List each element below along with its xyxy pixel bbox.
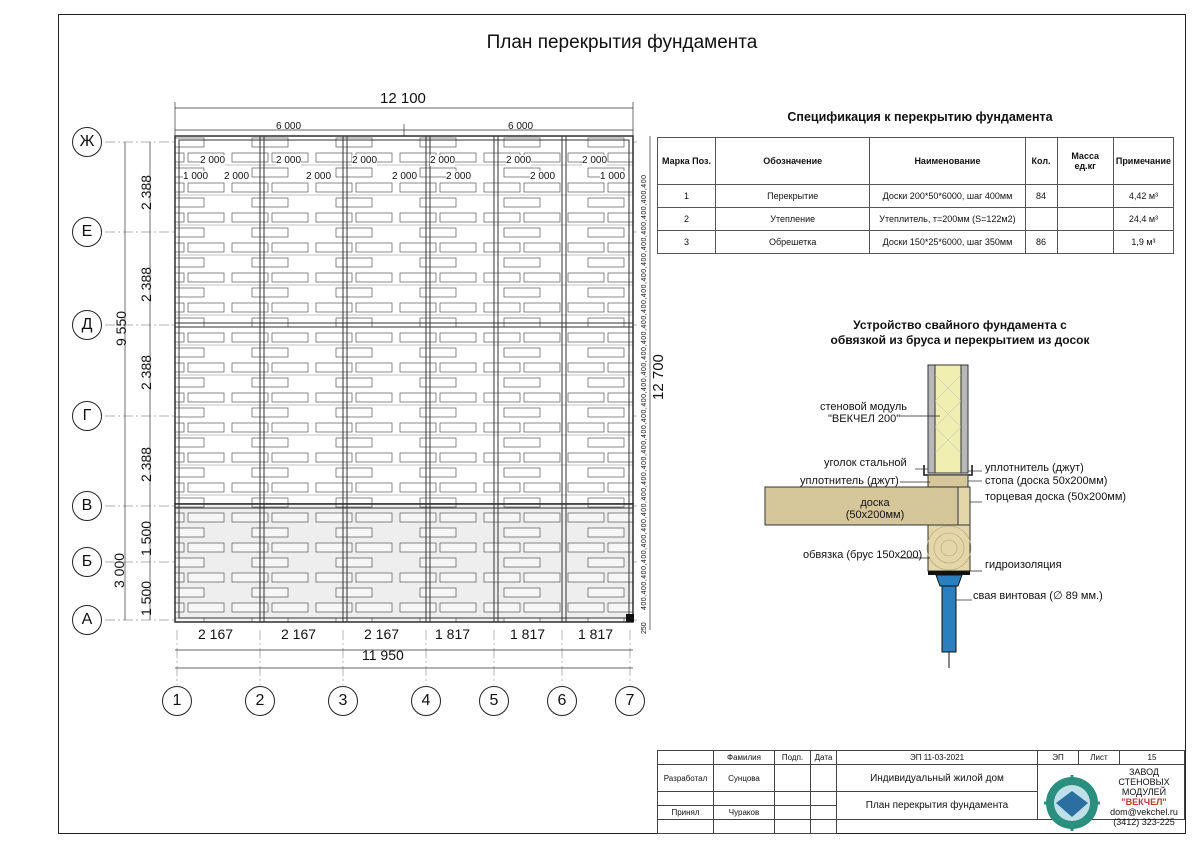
dim-top-half-2: 6 000 [508,121,534,132]
axis-col-4: 4 [411,686,441,716]
dim-row2-2: 2 000 [224,171,250,182]
spec-note: 4,42 м³ [1113,185,1173,208]
company-line1: ЗАВОД [1128,766,1160,777]
dim-row2-7: 1 000 [600,171,626,182]
company-line2: СТЕНОВЫХ [1118,776,1170,787]
table-row [658,231,1174,254]
dim-left-3: 2 388 [138,354,154,390]
spec-note: 24,4 м³ [1113,208,1173,231]
label-angle: уголок стальной [824,457,907,469]
dim-left-total: 9 550 [113,310,129,346]
axis-col-3: 3 [328,686,358,716]
spec-header-row [658,138,1174,185]
dim-row1-2: 2 000 [276,155,302,166]
label-end-board: торцевая доска (50х200мм) [985,491,1127,503]
company-line3: МОДУЛЕЙ [1121,786,1167,797]
stamp-developed-name: Сунцова [714,764,775,792]
spec-desc: Доски 200*50*6000, шаг 400мм [870,185,1025,208]
spec-mass [1057,208,1113,231]
dim-bottom-6: 1 817 [578,626,614,642]
spec-mass [1057,231,1113,254]
dim-top-half-1: 6 000 [276,121,302,132]
spec-name: Обрешетка [716,231,870,254]
stamp-h-surname: Фамилия [714,751,775,765]
dim-bottom-2: 2 167 [281,626,317,642]
dim-row2-3: 2 000 [306,171,332,182]
dim-row2-1: 1 000 [183,171,209,182]
dim-left-6: 1 500 [138,580,154,616]
label-seal-right: уплотнитель (джут) [985,462,1084,474]
stamp-sheet-num: 15 [1120,751,1185,765]
company-logo-icon [1042,773,1102,833]
dim-row1-3: 2 000 [352,155,378,166]
dim-left-2: 2 388 [138,266,154,302]
stamp-accepted-name: Чураков [714,806,775,820]
stamp-empty [658,751,714,765]
company-line4: "ВЕКЧЕЛ" [1121,796,1167,807]
spec-h-note: Примечание [1113,138,1173,185]
label-beam: обвязка (брус 150х200) [803,549,923,561]
stamp-accepted-label: Принял [658,806,714,820]
dim-row2-5: 2 000 [446,171,472,182]
axis-row-e: Е [72,217,102,247]
dim-bottom-total: 11 950 [362,647,404,663]
detail-title [760,318,1160,348]
spec-pos: 2 [658,208,716,231]
spec-h-mass: Масса ед.кг [1057,138,1113,185]
spec-desc: Доски 150*25*6000, шаг 350мм [870,231,1025,254]
dim-bottom-1: 2 167 [198,626,234,642]
spec-table [657,137,1174,254]
page-title: План перекрытия фундамента [486,32,758,53]
axis-col-6: 6 [547,686,577,716]
dim-top-total: 12 100 [380,90,426,107]
axis-col-5: 5 [479,686,509,716]
label-wall-2: "ВЕКЧЕЛ 200" [828,413,901,425]
company-phone: (3412) 323-225 [1113,816,1175,827]
stamp-stage: ЭП [1038,751,1079,765]
dim-right-total: 12 700 [650,354,667,400]
axis-col-2: 2 [245,686,275,716]
dim-left-5: 1 500 [138,520,154,556]
dim-left-outer: 3 000 [111,552,127,588]
axis-row-b: Б [72,547,102,577]
stamp-sheet-label: Лист [1079,751,1120,765]
axis-row-g: Г [72,401,102,431]
axis-row-d: Д [72,310,102,340]
spec-qty [1025,208,1057,231]
axis-row-zh: Ж [72,127,102,157]
label-seal-left: уплотнитель (джут) [800,475,899,487]
spec-qty: 86 [1025,231,1057,254]
label-board-1: доска [860,497,890,509]
spec-h-name: Обозначение [716,138,870,185]
stamp-code: ЭП 11-03-2021 [837,751,1038,765]
label-board [825,497,925,521]
axis-row-a: А [72,605,102,635]
spec-title: Спецификация к перекрытию фундамента [787,110,1053,124]
table-row [658,208,1174,231]
title-block [657,750,1185,834]
dim-bottom-3: 2 167 [364,626,400,642]
dim-row1-6: 2 000 [582,155,608,166]
dim-row1-5: 2 000 [506,155,532,166]
spec-qty: 84 [1025,185,1057,208]
stamp-developed-label: Разработал [658,764,714,792]
dim-row1-1: 2 000 [200,155,226,166]
spec-note: 1,9 м³ [1113,231,1173,254]
dim-left-1: 2 388 [138,174,154,210]
spec-mass [1057,185,1113,208]
stamp-company [1038,764,1185,827]
spec-h-qty: Кол. [1025,138,1057,185]
label-board-2: (50х200мм) [845,509,905,521]
spec-name: Перекрытие [716,185,870,208]
spec-pos: 3 [658,231,716,254]
stamp-h-date: Дата [811,751,837,765]
dim-right-last: 250 [641,622,648,634]
stamp-project: Индивидуальный жилой дом [837,764,1038,792]
label-pile: свая винтовая (∅ 89 мм.) [973,590,1103,602]
dim-row2-6: 2 000 [530,171,556,182]
dim-bottom-5: 1 817 [510,626,546,642]
dim-row2-4: 2 000 [392,171,418,182]
axis-col-7: 7 [615,686,645,716]
table-row [658,185,1174,208]
label-wall-1: стеновой модуль [820,401,908,413]
detail-title-line1: Устройство свайного фундамента с [853,318,1067,332]
spec-h-pos: Марка Поз. [658,138,716,185]
company-email: dom@vekchel.ru [1110,806,1178,817]
detail-title-line2: обвязкой из бруса и перекрытием из досок [830,333,1090,347]
label-waterproof: гидроизоляция [985,559,1062,571]
spec-desc: Утеплитель, т=200мм (S=122м2) [870,208,1025,231]
spec-h-desc: Наименование [870,138,1025,185]
dim-bottom-4: 1 817 [435,626,471,642]
axis-col-1: 1 [162,686,192,716]
spec-pos: 1 [658,185,716,208]
dim-left-4: 2 388 [138,446,154,482]
spec-name: Утепление [716,208,870,231]
label-stopa: стопа (доска 50х200мм) [985,475,1108,487]
stamp-h-sign: Подп. [775,751,811,765]
dim-row1-4: 2 000 [430,155,456,166]
stamp-drawing: План перекрытия фундамента [837,792,1038,820]
axis-row-v: В [72,491,102,521]
dim-right-pitch: 400,400,400,400,400,400,400,400,400,400,400,400,400,400,400,400,400,400,400,400,400,400,400,400,400,400,400,400 [641,174,648,610]
